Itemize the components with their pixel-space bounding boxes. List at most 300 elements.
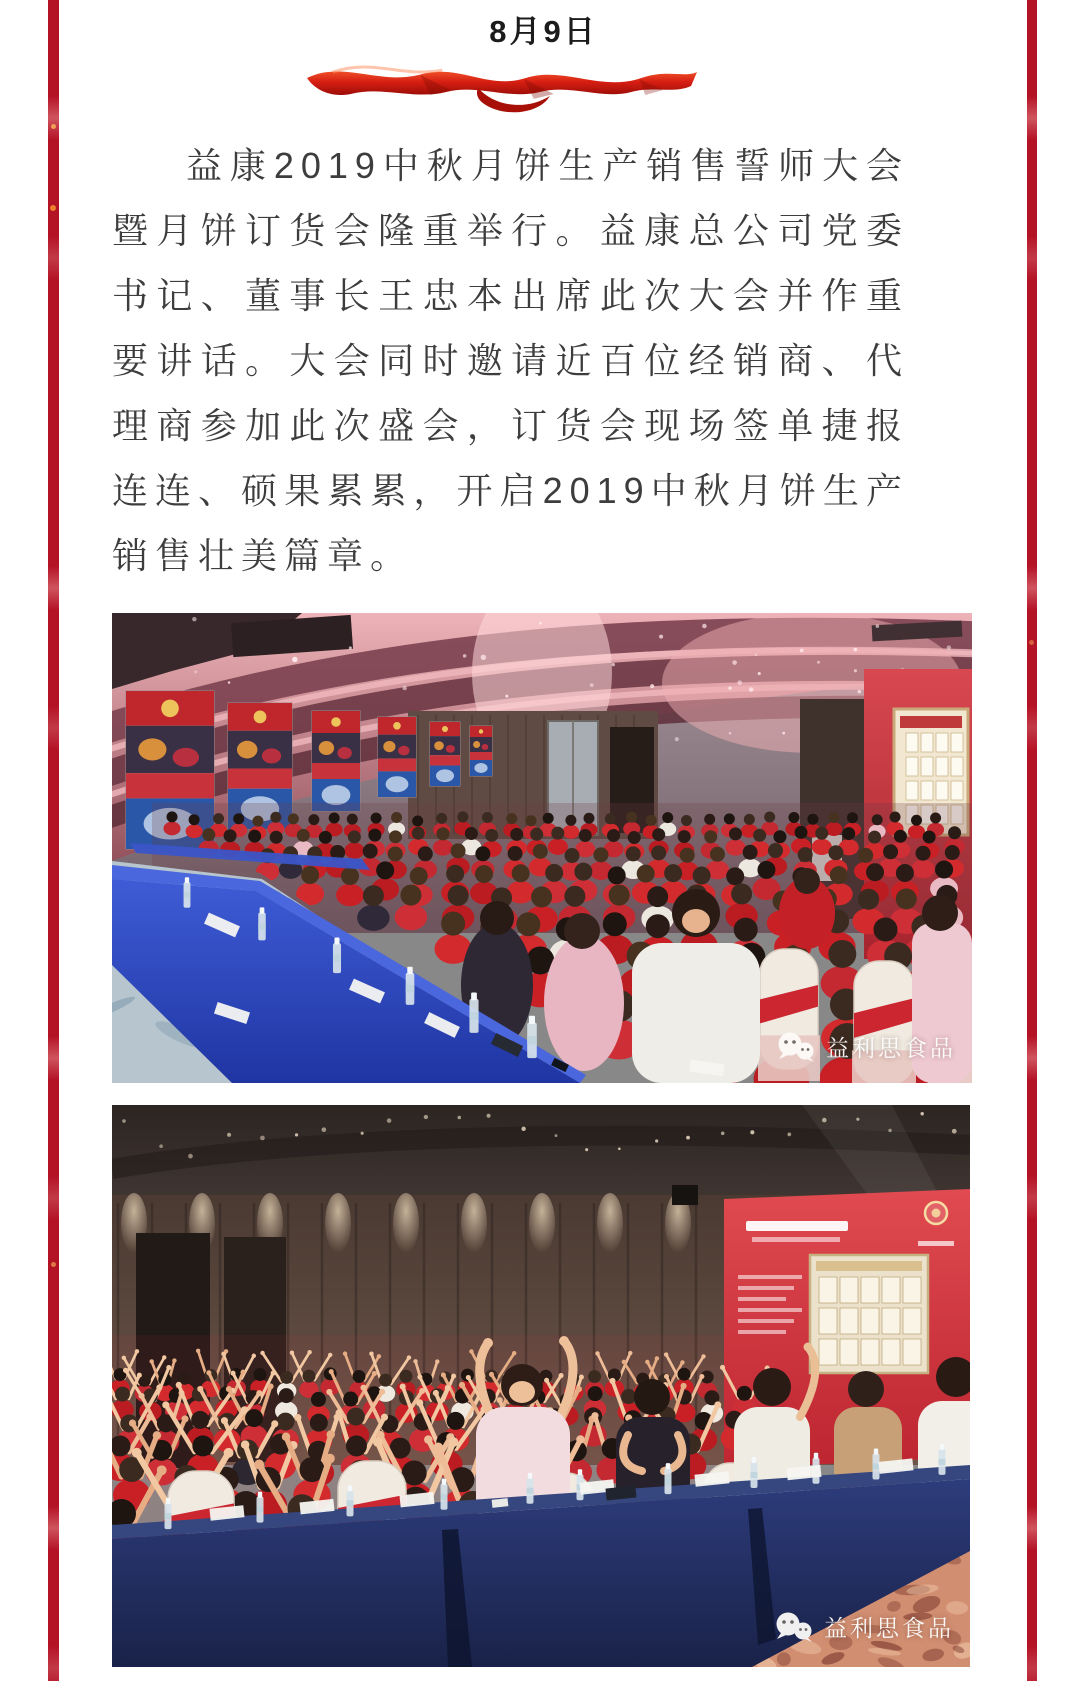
- scene-shape: [442, 726, 448, 732]
- scene-shape: [322, 785, 351, 805]
- scene-shape: [828, 812, 839, 823]
- scene-shape: [257, 1507, 264, 1513]
- scene-shape: [159, 1144, 163, 1148]
- scene-shape: [750, 1130, 754, 1134]
- scene-shape: [371, 813, 382, 824]
- scene-shape: [153, 1431, 162, 1440]
- scene-shape: [543, 813, 554, 824]
- scene-shape: [721, 1131, 725, 1135]
- certificate-board-header: [900, 716, 962, 728]
- scene-shape: [368, 829, 381, 842]
- scene-shape: [930, 813, 941, 824]
- scene-shape: [564, 886, 585, 907]
- scene-shape: [228, 681, 230, 683]
- scene-shape: [611, 663, 614, 666]
- scene-shape: [702, 624, 707, 629]
- scene-shape: [607, 829, 620, 842]
- scene-shape: [675, 737, 679, 741]
- scene-shape: [221, 1417, 228, 1424]
- scene-shape: [192, 617, 196, 621]
- ribbon-decoration-icon: [303, 48, 701, 120]
- scene-shape: [738, 1275, 802, 1279]
- scene-shape: [545, 864, 563, 882]
- scene-shape: [738, 1308, 802, 1312]
- frame-right-stripe: [1027, 0, 1037, 1681]
- scene-shape: [311, 1392, 326, 1407]
- scene-shape: [840, 1308, 858, 1334]
- scene-shape: [681, 1383, 687, 1389]
- scene-shape: [457, 1116, 461, 1120]
- scene-shape: [361, 1132, 364, 1135]
- scene-shape: [451, 1374, 456, 1379]
- scene-shape: [798, 847, 813, 862]
- paragraph-line: 要讲话。大会同时邀请近百位经销商、代: [112, 340, 909, 381]
- scene-shape: [279, 1388, 294, 1403]
- scene-shape: [951, 781, 963, 800]
- scene-shape: [475, 846, 490, 861]
- scene-shape: [645, 1360, 649, 1364]
- scene-shape: [726, 867, 744, 885]
- scene-shape: [270, 812, 281, 823]
- scene-shape: [744, 814, 755, 825]
- scene-shape: [795, 826, 808, 839]
- scene-shape: [710, 847, 725, 862]
- scene-shape: [343, 1392, 358, 1407]
- scene-shape: [724, 813, 735, 824]
- scene-shape: [948, 826, 961, 839]
- scene-shape: [400, 885, 421, 906]
- scene-shape: [288, 813, 299, 824]
- scene-shape: [819, 1339, 837, 1365]
- scene-shape: [531, 886, 552, 907]
- scene-shape: [294, 1414, 301, 1421]
- scene-shape: [335, 1409, 342, 1416]
- person-head: [480, 901, 514, 935]
- scene-shape: [882, 1277, 900, 1303]
- scene-shape: [412, 827, 425, 840]
- scene-shape: [202, 828, 215, 841]
- scene-shape: [197, 1386, 203, 1392]
- scene-shape: [482, 812, 493, 823]
- scene-shape: [906, 757, 918, 776]
- scene-shape: [842, 827, 855, 840]
- scene-shape: [433, 839, 453, 855]
- scene-shape: [328, 1353, 332, 1357]
- scene-shape: [395, 904, 428, 930]
- scene-shape: [911, 860, 934, 879]
- scene-shape: [310, 1414, 328, 1432]
- scene-shape: [227, 1133, 231, 1137]
- person-head: [794, 868, 820, 894]
- scene-shape: [936, 733, 948, 752]
- scene-shape: [441, 1494, 448, 1500]
- scene-shape: [876, 624, 880, 628]
- scene-shape: [505, 695, 508, 698]
- frame-dot: [51, 1262, 56, 1267]
- scene-shape: [122, 1119, 126, 1123]
- scene-shape: [906, 781, 918, 800]
- scene-shape: [512, 864, 530, 882]
- scene-shape: [647, 886, 668, 907]
- scene-shape: [233, 813, 244, 824]
- scene-shape: [224, 1448, 234, 1458]
- scene-shape: [945, 845, 960, 860]
- scene-shape: [258, 923, 265, 929]
- scene-shape: [681, 815, 692, 826]
- scene-shape: [407, 967, 412, 974]
- scene-shape: [433, 1443, 443, 1453]
- scene-shape: [343, 1351, 347, 1355]
- scene-shape: [576, 1435, 585, 1444]
- scene-shape: [245, 1409, 263, 1427]
- scene-shape: [940, 1444, 944, 1450]
- scene-shape: [241, 1406, 248, 1413]
- scene-shape: [329, 812, 340, 823]
- scene-shape: [474, 763, 487, 773]
- scene-shape: [678, 830, 691, 843]
- scene-shape: [363, 844, 378, 859]
- scene-shape: [149, 1359, 153, 1363]
- scene-shape: [729, 732, 732, 735]
- scene-shape: [398, 746, 409, 756]
- ribbon-band: [307, 71, 697, 94]
- scene-shape: [466, 1375, 471, 1380]
- scene-shape: [936, 757, 948, 776]
- scene-shape: [445, 1385, 451, 1391]
- scene-shape: [213, 813, 224, 824]
- scene-shape: [819, 1277, 837, 1303]
- scene-shape: [448, 1437, 458, 1447]
- scene-shape: [302, 1370, 315, 1383]
- scene-shape: [308, 814, 319, 825]
- scene-shape: [646, 815, 657, 826]
- article-paragraph: [112, 133, 909, 588]
- scene-shape: [882, 1308, 900, 1334]
- scene-shape: [253, 1368, 266, 1381]
- scene-shape: [194, 670, 197, 673]
- scene-shape: [734, 918, 758, 942]
- scene-shape: [166, 1498, 170, 1504]
- scene-shape: [622, 1360, 626, 1364]
- scene-shape: [872, 814, 883, 825]
- scene-shape: [248, 830, 261, 843]
- scene-shape: [583, 813, 594, 824]
- scene-shape: [714, 1401, 721, 1408]
- scene-shape: [352, 1370, 365, 1383]
- scene-shape: [529, 1016, 535, 1024]
- scene-shape: [115, 1387, 130, 1402]
- scene-shape: [260, 907, 265, 913]
- wechat-bubbles-icon: [773, 1611, 815, 1643]
- scene-shape: [921, 757, 933, 776]
- scene-shape: [377, 1354, 381, 1358]
- scene-shape: [459, 1382, 465, 1388]
- scene-shape: [921, 733, 933, 752]
- scene-shape: [787, 1133, 791, 1137]
- scene-shape: [413, 1359, 417, 1363]
- scene-shape: [755, 654, 757, 656]
- scene-shape: [206, 1370, 211, 1375]
- scene-shape: [908, 825, 925, 839]
- scene-shape: [751, 1472, 758, 1478]
- scene-shape: [595, 1351, 599, 1355]
- scene-shape: [237, 741, 257, 759]
- scene-shape: [738, 1319, 794, 1323]
- scene-shape: [588, 1386, 603, 1401]
- scene-shape: [652, 828, 665, 841]
- scene-shape: [704, 830, 717, 843]
- scene-shape: [562, 825, 579, 839]
- scene-shape: [680, 1360, 684, 1364]
- scene-shape: [858, 690, 862, 694]
- scene-shape: [665, 1478, 672, 1484]
- scene-shape: [433, 1390, 439, 1396]
- scene-shape: [593, 847, 608, 862]
- scene-shape: [417, 1375, 422, 1380]
- scene-shape: [873, 1464, 880, 1470]
- scene-shape: [122, 1356, 126, 1360]
- scene-shape: [882, 1339, 900, 1365]
- scene-shape: [768, 843, 783, 858]
- date-title: 8月9日: [489, 14, 598, 49]
- person-face: [509, 1381, 535, 1403]
- scene-shape: [260, 1351, 264, 1355]
- scene-shape: [597, 1193, 623, 1253]
- scene-shape: [469, 1349, 473, 1353]
- scene-shape: [196, 1349, 200, 1353]
- scene-shape: [166, 1365, 171, 1370]
- scene-shape: [470, 752, 492, 760]
- scene-shape: [497, 1397, 503, 1403]
- photo-conference-audience[interactable]: [112, 613, 972, 1083]
- scene-shape: [369, 1352, 373, 1356]
- scene-shape: [527, 1488, 534, 1494]
- wechat-bubbles-icon: [775, 1031, 817, 1063]
- scene-shape: [605, 813, 616, 824]
- scene-shape: [800, 649, 804, 653]
- scene-shape: [609, 885, 630, 906]
- scene-shape: [591, 1412, 598, 1419]
- scene-shape: [487, 1114, 491, 1118]
- scene-shape: [252, 816, 263, 827]
- scene-shape: [807, 814, 818, 825]
- scene-shape: [436, 769, 454, 782]
- scene-shape: [399, 1370, 412, 1383]
- scene-shape: [252, 1354, 256, 1358]
- scene-shape: [322, 1127, 327, 1132]
- person-pink-shirt: [544, 935, 624, 1071]
- scene-shape: [590, 683, 594, 687]
- scene-shape: [764, 811, 775, 822]
- scene-shape: [701, 1354, 705, 1358]
- scene-shape: [609, 1378, 615, 1384]
- scene-shape: [334, 937, 339, 944]
- scene-shape: [447, 1412, 465, 1430]
- scene-shape: [240, 1370, 245, 1375]
- scene-shape: [442, 1479, 446, 1485]
- photo-cheering-crowd[interactable]: [112, 1105, 970, 1667]
- scene-shape: [162, 1355, 166, 1359]
- scene-shape: [555, 1134, 558, 1137]
- scene-shape: [400, 1383, 406, 1389]
- scene-shape: [628, 1351, 632, 1355]
- scene-shape: [463, 654, 467, 658]
- scene-shape: [471, 992, 477, 1000]
- scene-shape: [176, 1382, 182, 1388]
- scene-shape: [473, 741, 480, 748]
- scene-shape: [890, 812, 901, 823]
- scene-shape: [329, 1369, 334, 1374]
- poster-grid: [819, 1277, 921, 1365]
- scene-shape: [379, 1374, 392, 1387]
- ribbon-highlight: [333, 67, 442, 72]
- person-head: [848, 1371, 884, 1407]
- scene-shape: [185, 877, 189, 883]
- scene-shape: [947, 645, 951, 649]
- scene-shape: [840, 1339, 858, 1365]
- scene-shape: [637, 865, 655, 883]
- person-head: [922, 895, 958, 931]
- scene-shape: [936, 781, 948, 800]
- scene-shape: [952, 1129, 957, 1134]
- scene-shape: [346, 1435, 367, 1456]
- scene-shape: [731, 883, 752, 904]
- scene-shape: [226, 1386, 232, 1392]
- scene-shape: [603, 912, 627, 936]
- scene-shape: [312, 763, 360, 779]
- scene-shape: [129, 1420, 136, 1427]
- scene-shape: [475, 865, 493, 883]
- scene-shape: [621, 1389, 636, 1404]
- scene-shape: [861, 1339, 879, 1365]
- scene-shape: [725, 839, 745, 855]
- scene-shape: [819, 1308, 837, 1334]
- paragraph-line: 销售壮美篇章。: [112, 535, 414, 576]
- scene-shape: [894, 830, 907, 843]
- scene-shape: [424, 1115, 428, 1119]
- scene-shape: [407, 1355, 411, 1359]
- paragraph-line: 连连、硕果累累，开启2019中秋月饼生产: [112, 470, 909, 511]
- scene-shape: [271, 1420, 278, 1427]
- scene-shape: [319, 741, 334, 755]
- scene-shape: [186, 824, 203, 838]
- scene-shape: [749, 687, 754, 692]
- scene-shape: [576, 1386, 582, 1392]
- hand: [804, 1343, 813, 1352]
- scene-shape: [188, 1154, 193, 1159]
- scene-shape: [162, 1401, 169, 1408]
- scene-shape: [693, 867, 711, 885]
- scene-shape: [307, 1350, 311, 1354]
- scene-shape: [579, 829, 592, 842]
- scene-shape: [866, 863, 884, 881]
- scene-shape: [132, 1448, 142, 1458]
- person-face: [682, 909, 710, 933]
- scene-shape: [410, 867, 428, 885]
- photo2-illustration: [112, 1105, 970, 1667]
- scene-shape: [412, 815, 423, 826]
- scene-shape: [172, 1358, 176, 1362]
- scene-shape: [268, 1383, 274, 1389]
- scene-shape: [388, 846, 403, 861]
- poster-panel-header: [816, 1261, 922, 1271]
- scene-shape: [326, 1389, 332, 1395]
- scene-shape: [360, 1385, 366, 1391]
- scene-shape: [628, 831, 641, 844]
- scene-shape: [224, 829, 237, 842]
- scene-shape: [348, 830, 361, 843]
- paragraph-line: 书记、董事长王忠本出席此次大会并作重: [112, 275, 909, 316]
- scene-shape: [732, 660, 737, 665]
- hand: [483, 1338, 493, 1348]
- speaker-box: [672, 1185, 698, 1205]
- scene-shape: [436, 813, 447, 824]
- frame-left-stripe: [48, 0, 59, 1681]
- scene-shape: [254, 1460, 264, 1470]
- scene-shape: [146, 1413, 153, 1420]
- scene-shape: [189, 814, 200, 825]
- scene-shape: [485, 829, 498, 842]
- scene-shape: [446, 865, 464, 883]
- scene-shape: [510, 828, 523, 841]
- scene-shape: [403, 686, 407, 690]
- scene-shape: [788, 812, 799, 823]
- paragraph-line: 理商参加此次盛会，订货会现场签单捷报: [112, 405, 909, 446]
- scene-shape: [347, 1408, 365, 1426]
- scene-shape: [156, 1384, 162, 1390]
- scene-shape: [664, 1374, 669, 1379]
- scene-shape: [680, 848, 695, 863]
- scene-shape: [528, 1473, 532, 1479]
- scene-shape: [664, 864, 682, 882]
- scene-shape: [951, 733, 963, 752]
- scene-shape: [138, 738, 166, 760]
- scene-shape: [481, 655, 486, 660]
- hand: [559, 1336, 569, 1346]
- scene-shape: [666, 1463, 670, 1469]
- scene-shape: [817, 661, 820, 664]
- scene-shape: [539, 622, 542, 625]
- scene-shape: [424, 1435, 433, 1444]
- scene-shape: [527, 1036, 537, 1044]
- scene-shape: [664, 1352, 668, 1356]
- scene-shape: [858, 889, 879, 910]
- scene-shape: [720, 1365, 725, 1370]
- scene-shape: [290, 1351, 294, 1355]
- scene-shape: [815, 827, 828, 840]
- scene-shape: [737, 680, 742, 685]
- backdrop-logo-center: [932, 1209, 941, 1218]
- scene-shape: [651, 845, 666, 860]
- scene-shape: [271, 1371, 276, 1376]
- scene-shape: [873, 918, 897, 942]
- scene-shape: [448, 885, 469, 906]
- scene-shape: [173, 748, 199, 767]
- scene-shape: [608, 866, 626, 884]
- scene-shape: [292, 657, 298, 663]
- scene-shape: [139, 1393, 145, 1399]
- backdrop-subtitle-text: [752, 1237, 840, 1242]
- scene-shape: [579, 1374, 584, 1379]
- scene-shape: [228, 769, 292, 789]
- person-head: [753, 1368, 791, 1406]
- scene-shape: [419, 1388, 425, 1394]
- scene-shape: [336, 884, 364, 907]
- scene-shape: [626, 846, 641, 861]
- scene-shape: [854, 648, 858, 652]
- scene-shape: [270, 831, 283, 844]
- scene-shape: [276, 1413, 294, 1431]
